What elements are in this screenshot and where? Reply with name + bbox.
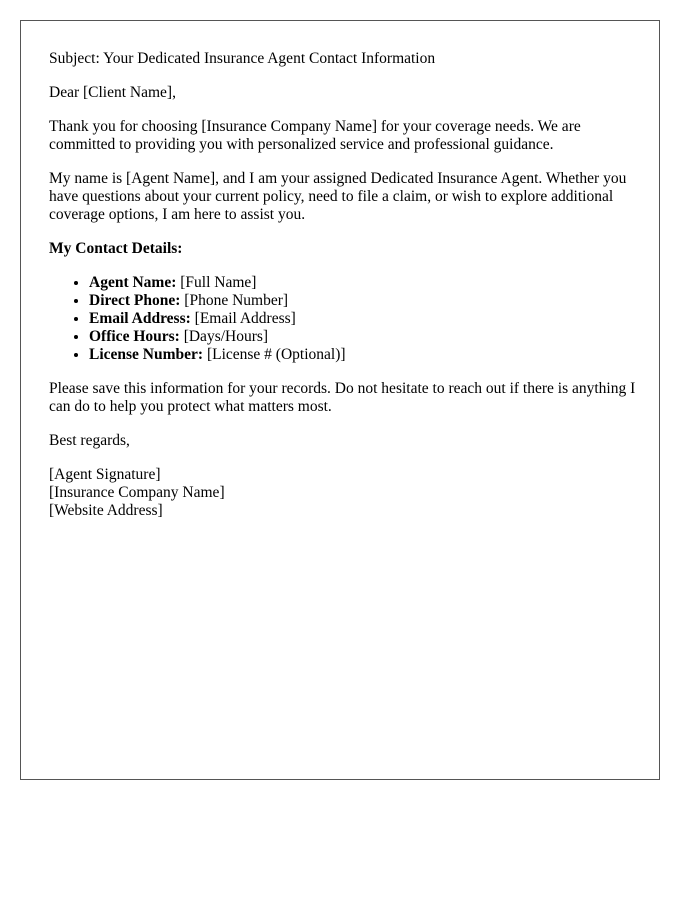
signature-line: [Agent Signature] [49,466,161,483]
contact-item-email-address [89,310,639,328]
letter-paragraph-closing-note: Please save this information for your records. Do not hesitate to reach out if there is anything I can do to help you protect what matters most. [49,380,636,415]
contact-item-agent-name [89,274,639,292]
contact-label: Direct Phone: [89,292,181,309]
contact-item-direct-phone [89,292,639,310]
contact-details-list [49,274,639,364]
contact-label: License Number: [89,346,204,363]
letter-body [49,50,639,520]
contact-value: [Days/Hours] [179,328,269,345]
contact-value: [License # (Optional)] [203,346,346,363]
signature-company: [Insurance Company Name] [49,484,225,501]
contact-label: Office Hours: [89,328,180,345]
letter-paragraph-intro: Thank you for choosing [Insurance Company Name] for your coverage needs. We are committed to providing you with personalized service and professional guidance. [49,118,581,153]
signature-block [49,466,639,520]
letter-paragraph-agent: My name is [Agent Name], and I am your assigned Dedicated Insurance Agent. Whether you have questions about your current policy, need to file a claim, or wish to explore additional coverage options, I am here to assist you. [49,170,627,223]
letter-frame [20,20,660,780]
contact-details-heading: My Contact Details: [49,240,183,257]
letter-closing: Best regards, [49,432,130,449]
contact-label: Agent Name: [89,274,177,291]
contact-value: [Phone Number] [180,292,289,309]
signature-website: [Website Address] [49,502,163,519]
contact-item-license-number [89,346,639,364]
contact-value: [Email Address] [190,310,296,327]
letter-salutation: Dear [Client Name], [49,84,176,101]
letter-subject: Subject: Your Dedicated Insurance Agent Contact Information [49,50,436,67]
contact-item-office-hours [89,328,639,346]
contact-value: [Full Name] [176,274,257,291]
contact-label: Email Address: [89,310,191,327]
